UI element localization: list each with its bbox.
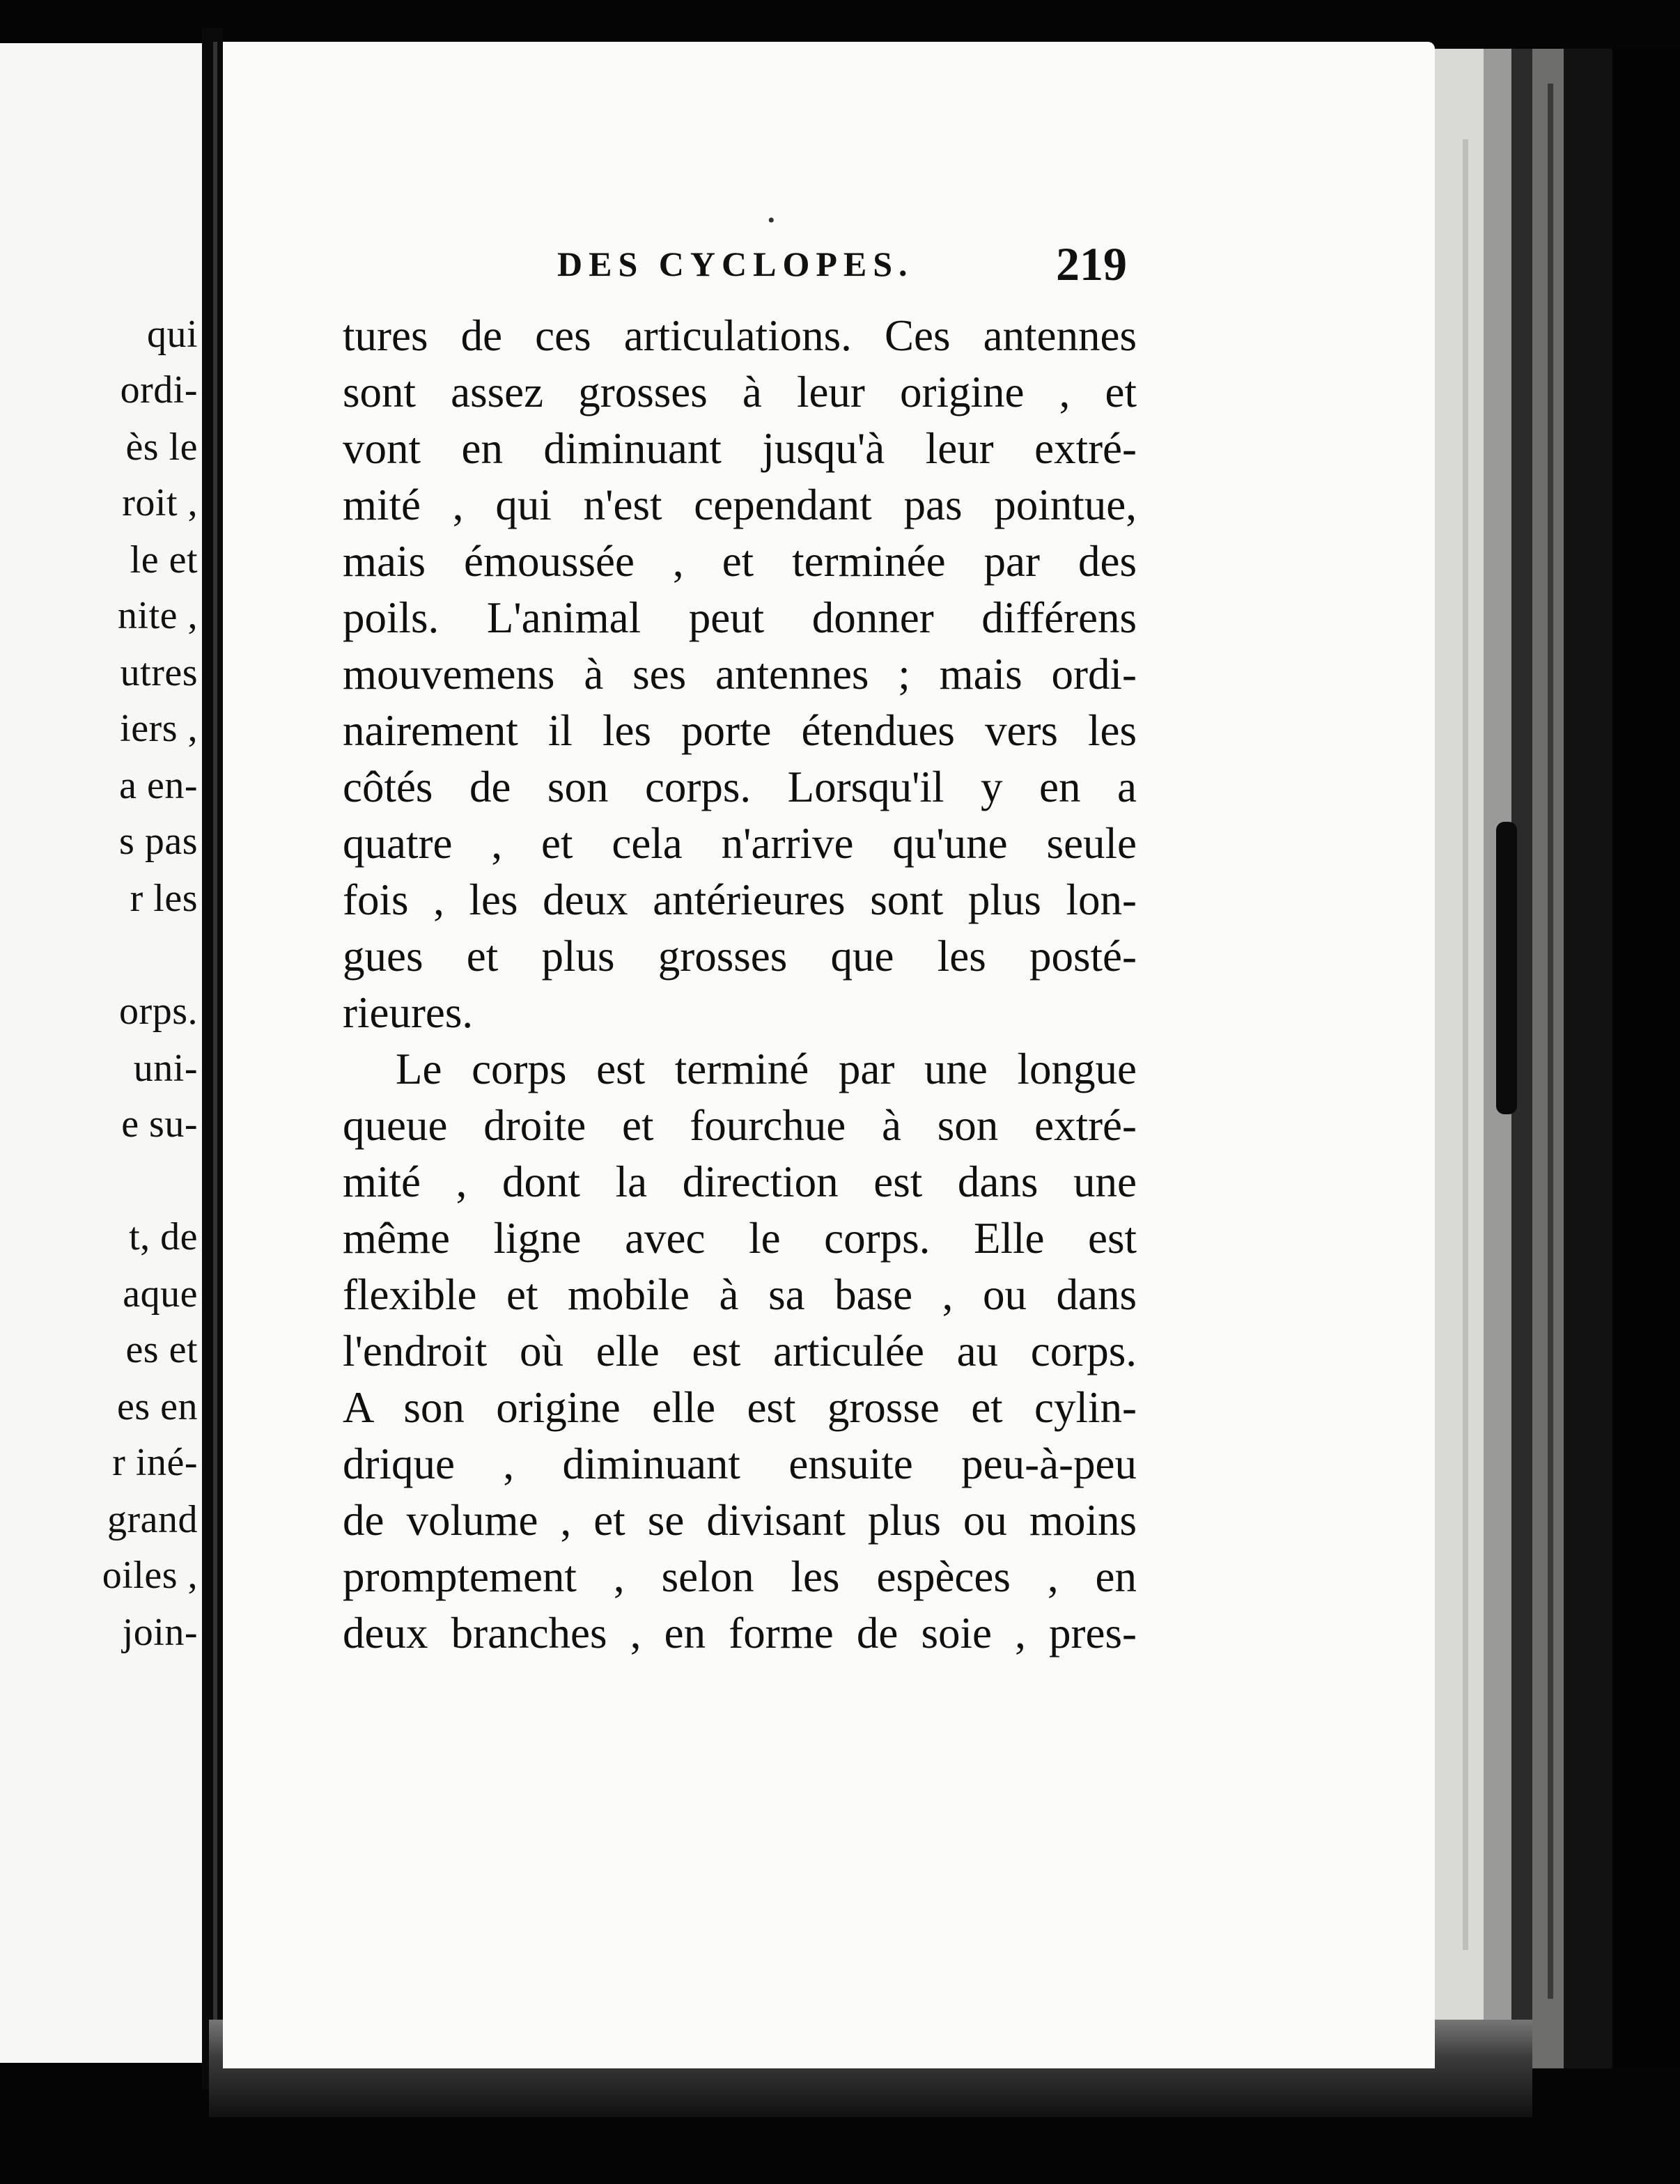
left-fragment-line: a en-: [119, 764, 198, 807]
left-fragment-line: es et: [125, 1328, 198, 1371]
left-fragment-line: qui: [146, 313, 198, 356]
left-fragment-line: ès le: [125, 426, 198, 469]
text-line: deux branches , en forme de soie , pres-: [343, 1609, 1137, 1658]
left-fragment-line: s pas: [119, 820, 198, 863]
text-line: tures de ces articulations. Ces antennes: [343, 311, 1137, 360]
left-fragment-line: orps.: [119, 990, 198, 1033]
text-line: fois , les deux antérieures sont plus lon-: [343, 875, 1137, 924]
text-line: sont assez grosses à leur origine , et: [343, 368, 1137, 416]
print-mark: •: [768, 209, 775, 232]
text-line: vont en diminuant jusqu'à leur extré-: [343, 424, 1137, 473]
page-number: 219: [1056, 237, 1127, 290]
text-line: promptement , selon les espèces , en: [343, 1552, 1137, 1601]
text-line: gues et plus grosses que les posté-: [343, 932, 1137, 981]
text-line: mais émoussée , et terminée par des: [343, 537, 1137, 586]
text-line: queue droite et fourchue à son extré-: [343, 1101, 1137, 1150]
page-edge: [1435, 49, 1484, 2068]
body-text: [343, 308, 1137, 1662]
text-line: de volume , et se divisant plus ou moins: [343, 1496, 1137, 1545]
left-fragment-line: le et: [130, 538, 198, 582]
text-line: mouvemens à ses antennes ; mais ordi-: [343, 650, 1137, 699]
previous-page-fragment: [0, 43, 202, 2063]
left-fragment-line: r les: [130, 877, 198, 920]
left-fragment-line: ordi-: [120, 368, 198, 412]
text-line: l'endroit où elle est articulée au corps.: [343, 1327, 1137, 1375]
page-edge: [1612, 49, 1680, 2068]
text-line: côtés de son corps. Lorsqu'il y en a: [343, 763, 1137, 811]
left-fragment-line: t, de: [129, 1215, 198, 1258]
text-line: nairement il les porte étendues vers les: [343, 706, 1137, 755]
left-fragment-line: e su-: [121, 1102, 198, 1146]
left-fragment-line: uni-: [133, 1047, 198, 1090]
left-fragment-line: roit ,: [122, 481, 198, 524]
text-line: rieures.: [343, 988, 474, 1037]
gutter-fold-line: [213, 42, 217, 2075]
running-head: DES CYCLOPES.: [557, 244, 914, 283]
left-fragment-line: oiles ,: [102, 1554, 198, 1597]
text-line: poils. L'animal peut donner différens: [343, 593, 1137, 642]
text-line: Le corps est terminé par une longue: [396, 1045, 1137, 1093]
page-edge-streak: [1463, 139, 1468, 1950]
left-fragment-line: grand: [107, 1498, 198, 1541]
left-fragment-line: r iné-: [112, 1441, 198, 1484]
text-line: flexible et mobile à sa base , ou dans: [343, 1270, 1137, 1319]
book-gutter: [202, 28, 223, 2089]
left-fragment-line: join-: [122, 1611, 198, 1654]
text-line: quatre , et cela n'arrive qu'une seule: [343, 819, 1137, 868]
text-line: même ligne avec le corps. Elle est: [343, 1214, 1137, 1263]
page-edge-stain: [1496, 822, 1517, 1114]
text-line: A son origine elle est grosse et cylin-: [343, 1383, 1137, 1432]
text-line: mité , qui n'est cependant pas pointue,: [343, 481, 1137, 529]
left-fragment-line: utres: [120, 651, 198, 694]
text-line: mité , dont la direction est dans une: [343, 1157, 1137, 1206]
left-fragment-line: iers ,: [120, 707, 198, 750]
page-edge-streak: [1548, 84, 1553, 1999]
left-fragment-line: aque: [123, 1272, 198, 1316]
left-fragment-line: nite ,: [118, 594, 198, 637]
text-line: drique , diminuant ensuite peu-à-peu: [343, 1440, 1137, 1488]
page-edge: [1564, 49, 1612, 2068]
left-fragment-line: es en: [116, 1385, 198, 1428]
